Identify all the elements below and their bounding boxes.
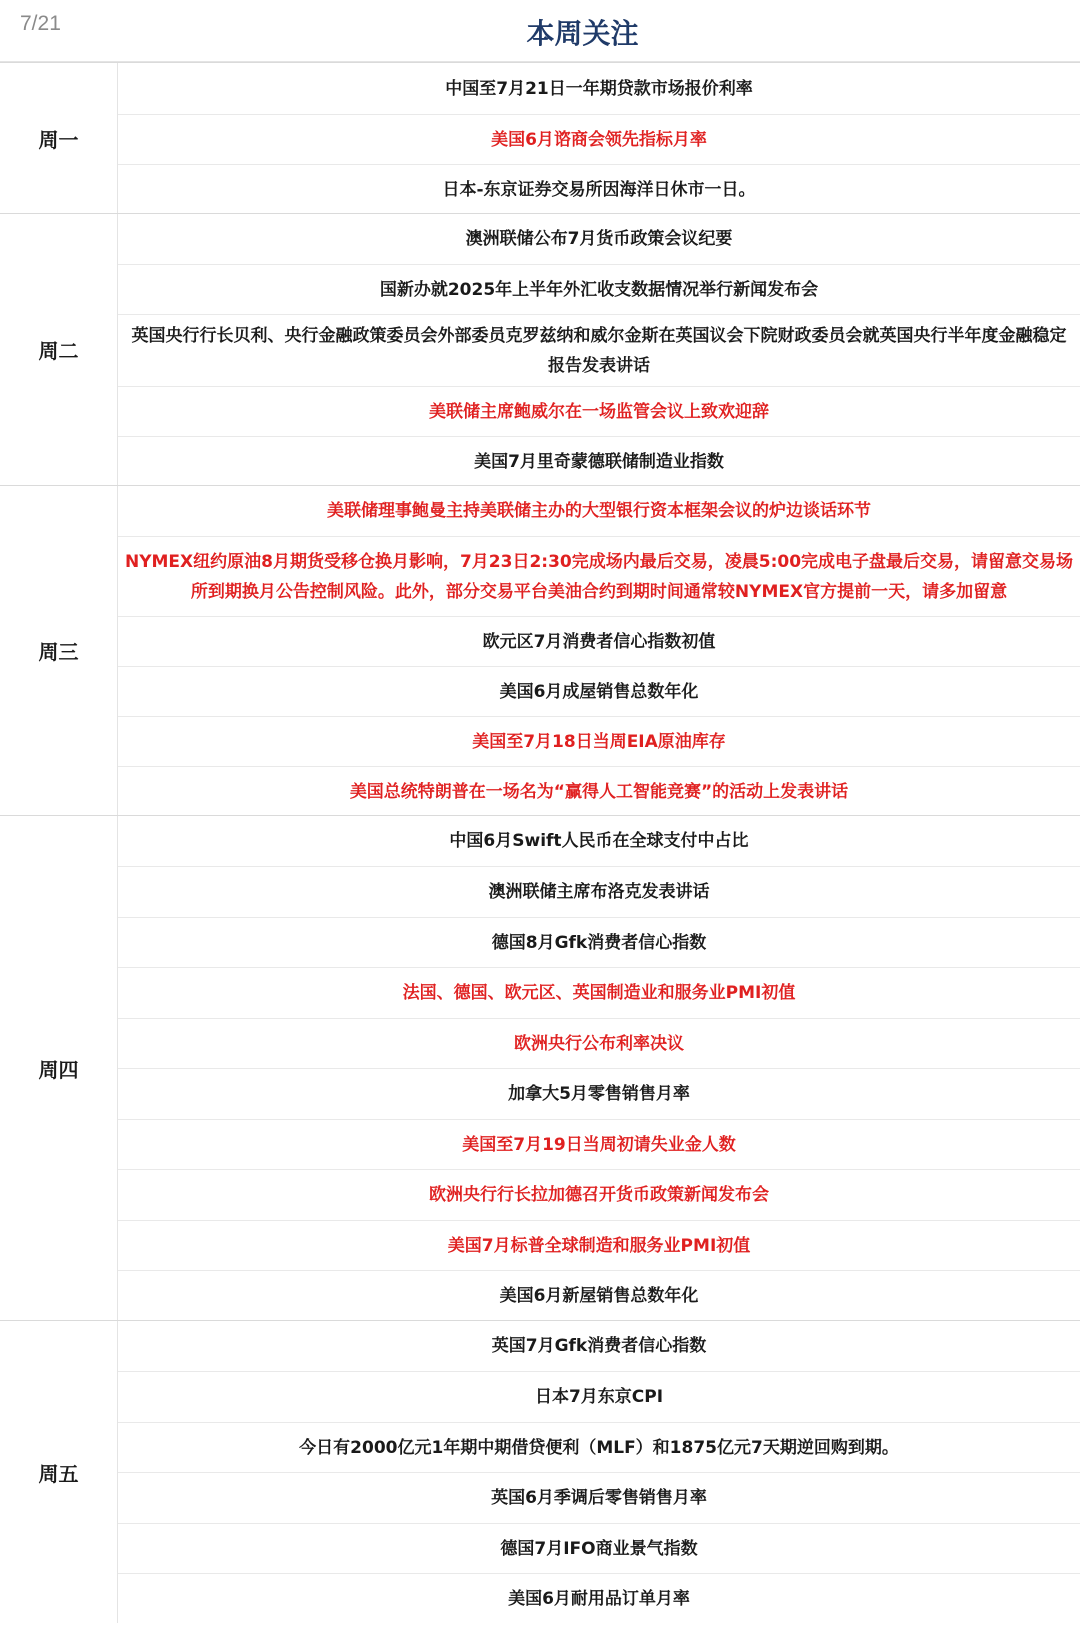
page-title: 本周关注 [526, 17, 639, 50]
event-item: 美联储主席鲍威尔在一场监管会议上致欢迎辞 [118, 386, 1080, 436]
day-group [0, 485, 1080, 815]
event-item: 德国8月Gfk消费者信心指数 [118, 917, 1080, 967]
day-label: 周四 [0, 816, 118, 1320]
header [0, 0, 1080, 62]
event-item: 英国6月季调后零售销售月率 [118, 1472, 1080, 1523]
event-item: 美国6月新屋销售总数年化 [118, 1270, 1080, 1321]
event-item: 今日有2000亿元1年期中期借贷便利（MLF）和1875亿元7天期逆回购到期。 [118, 1422, 1080, 1472]
day-label: 周三 [0, 486, 118, 815]
event-item: 美国6月耐用品订单月率 [118, 1573, 1080, 1624]
event-item: 美国总统特朗普在一场名为“赢得人工智能竞赛”的活动上发表讲话 [118, 766, 1080, 816]
page-number: 7/21 [20, 12, 61, 35]
event-item: 英国央行行长贝利、央行金融政策委员会外部委员克罗兹纳和威尔金斯在英国议会下院财政委员会就英国央行半年度金融稳定报告发表讲话 [118, 314, 1080, 386]
event-item: 英国7月Gfk消费者信心指数 [491, 1336, 707, 1356]
event-item: 澳洲联储公布7月货币政策会议纪要 [465, 229, 733, 249]
event-item: 德国7月IFO商业景气指数 [118, 1523, 1080, 1573]
day-group [0, 213, 1080, 485]
event-item: 欧洲央行公布利率决议 [118, 1018, 1080, 1068]
event-item: 日本-东京证券交易所因海洋日休市一日。 [118, 164, 1080, 214]
event-item: 美国6月谘商会领先指标月率 [118, 114, 1080, 164]
day-group [0, 1320, 1080, 1623]
event-item: 加拿大5月零售销售月率 [118, 1068, 1080, 1119]
event-item: 澳洲联储主席布洛克发表讲话 [118, 866, 1080, 917]
day-group [0, 815, 1080, 1320]
event-item: 国新办就2025年上半年外汇收支数据情况举行新闻发布会 [118, 264, 1080, 314]
event-item: 欧元区7月消费者信心指数初值 [118, 616, 1080, 666]
event-item: NYMEX纽约原油8月期货受移仓换月影响，7月23日2:30完成场内最后交易，凌晨5:00完成电子盘最后交易，请留意交易场所到期换月公告控制风险。此外，部分交易平台美油合约到期时间通常较NYMEX官方提前一天，请多加留意 [118, 536, 1080, 616]
event-item: 美联储理事鲍曼主持美联储主办的大型银行资本框架会议的炉边谈话环节 [327, 501, 871, 521]
day-label: 周五 [0, 1321, 118, 1623]
event-item: 法国、德国、欧元区、英国制造业和服务业PMI初值 [118, 967, 1080, 1018]
day-group [0, 62, 1080, 213]
event-item: 中国至7月21日一年期贷款市场报价利率 [445, 78, 753, 99]
event-item: 中国6月Swift人民币在全球支付中占比 [449, 831, 749, 851]
event-item: 日本7月东京CPI [118, 1371, 1080, 1422]
event-item: 美国至7月19日当周初请失业金人数 [118, 1119, 1080, 1169]
event-item: 美国7月标普全球制造和服务业PMI初值 [118, 1220, 1080, 1270]
day-label: 周一 [0, 63, 118, 213]
day-label: 周二 [0, 214, 118, 485]
event-item: 欧洲央行行长拉加德召开货币政策新闻发布会 [118, 1169, 1080, 1220]
event-item: 美国至7月18日当周EIA原油库存 [118, 716, 1080, 766]
event-item: 美国6月成屋销售总数年化 [118, 666, 1080, 716]
event-item: 美国7月里奇蒙德联储制造业指数 [118, 436, 1080, 486]
